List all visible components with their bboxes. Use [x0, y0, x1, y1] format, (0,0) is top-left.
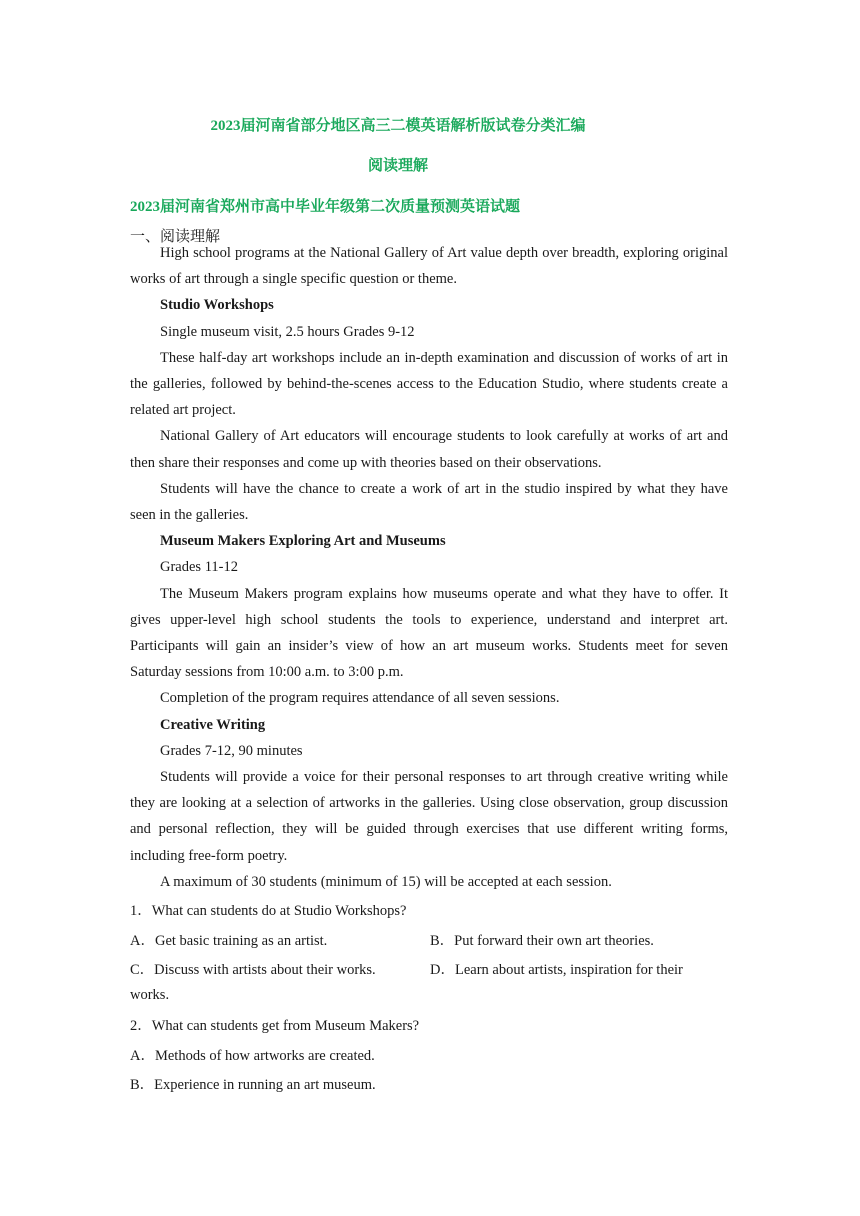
main-title: 2023届河南省部分地区高三二模英语解析版试卷分类汇编 [210, 118, 586, 134]
paragraph: High school programs at the National Gallery of Art value depth over breadth, exploring original works of art through a single specific question or theme. [130, 245, 728, 288]
program-heading: Museum Makers Exploring Art and Museums [160, 533, 446, 550]
paragraph: Students will provide a voice for their personal responses to art through creative writing while they are looking at a selection of artworks in the galleries. Using close observation, group discussion and personal reflection, they will be guided through exercises that use different writing forms, including free-form poetry. [130, 769, 728, 864]
paragraph: A maximum of 30 students (minimum of 15) will be accepted at each session. [160, 873, 612, 890]
paragraph: Completion of the program requires attendance of all seven sessions. [160, 690, 560, 707]
question-2-option-b: B．Experience in running an art museum. [130, 1077, 376, 1093]
program-heading: Creative Writing [160, 716, 266, 733]
paragraph: The Museum Makers program explains how museums operate and what they have to offer. It gives upper-level high school students the tools to experience, understand and interpret art. Participants will gain an insider’s view of how an art museum works. Students meet for seven Saturday sessions from 10:00 a.m. to 3:00 p.m. [130, 585, 728, 681]
section-heading: 一、阅读理解 [130, 227, 221, 245]
question-1-option-c: C．Discuss with artists about their works. [130, 962, 376, 978]
question-2-stem: 2．What can students get from Museum Makers? [130, 1018, 420, 1034]
question-1-option-a: A．Get basic training as an artist. [130, 933, 328, 949]
question-2-option-a: A．Methods of how artworks are created. [130, 1048, 375, 1064]
question-1-option-b: B．Put forward their own art theories. [430, 933, 654, 949]
paragraph: Grades 7-12, 90 minutes [160, 742, 303, 759]
sub-title: 阅读理解 [367, 158, 428, 174]
question-1-option-d-continued: works. [130, 987, 170, 1003]
paragraph: Grades 11-12 [160, 559, 238, 576]
reading-passage [130, 240, 728, 895]
exam-title: 2023届河南省郑州市高中毕业年级第二次质量预测英语试题 [130, 199, 521, 215]
paragraph: Single museum visit, 2.5 hours Grades 9-12 [160, 323, 415, 340]
paragraph: Students will have the chance to create a work of art in the studio inspired by what they have seen in the galleries. [130, 480, 728, 524]
program-heading: Studio Workshops [160, 297, 274, 314]
question-1-option-d: D．Learn about artists, inspiration for their [430, 962, 683, 978]
paragraph: National Gallery of Art educators will encourage students to look carefully at works of art and then share their responses and come up with theories based on their observations. [130, 428, 728, 471]
question-1-stem: 1．What can students do at Studio Workshops? [130, 903, 407, 919]
paragraph: These half-day art workshops include an in-depth examination and discussion of works of art in the galleries, followed by behind-the-scenes access to the Education Studio, where students create a related art project. [130, 349, 728, 419]
